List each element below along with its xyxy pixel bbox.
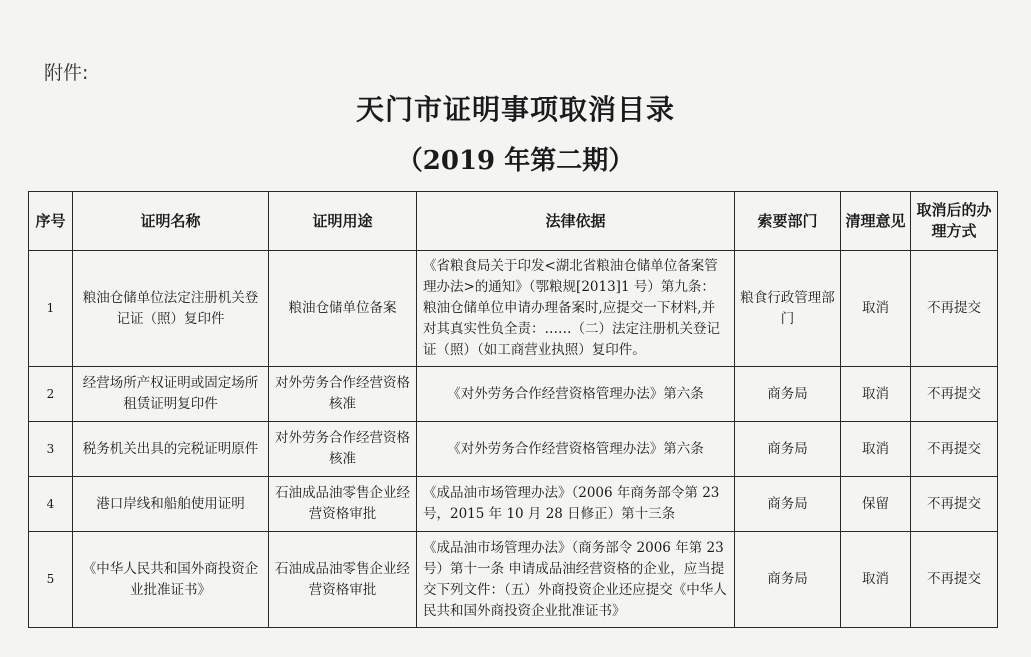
header-method: 取消后的办理方式 [911, 192, 998, 251]
cell-seq: 1 [29, 251, 73, 367]
attachment-label: 附件: [44, 62, 89, 84]
cell-name: 经营场所产权证明或固定场所租赁证明复印件 [73, 367, 269, 422]
cell-dept: 商务局 [735, 477, 841, 532]
header-opinion: 清理意见 [841, 192, 911, 251]
cell-use: 对外劳务合作经营资格核准 [269, 367, 417, 422]
header-seq: 序号 [29, 192, 73, 251]
document-title: 天门市证明事项取消目录 [355, 93, 675, 126]
cell-method: 不再提交 [911, 422, 998, 477]
cancellation-table [28, 191, 998, 628]
cell-name: 《中华人民共和国外商投资企业批准证书》 [73, 532, 269, 628]
cell-seq: 2 [29, 367, 73, 422]
header-dept: 索要部门 [735, 192, 841, 251]
cell-name: 税务机关出具的完税证明原件 [73, 422, 269, 477]
cell-seq: 5 [29, 532, 73, 628]
cell-seq: 3 [29, 422, 73, 477]
cell-basis: 《成品油市场管理办法》（商务部令 2006 年第 23 号）第十一条 申请成品油经营资格的企业，应当提交下列文件：（五）外商投资企业还应提交《中华人民共和国外商投资企业批准证书》 [417, 532, 735, 628]
cell-use: 石油成品油零售企业经营资格审批 [269, 477, 417, 532]
table-row [29, 251, 998, 367]
cell-method: 不再提交 [911, 367, 998, 422]
header-basis: 法律依据 [417, 192, 735, 251]
cell-method: 不再提交 [911, 477, 998, 532]
cell-name: 港口岸线和船舶使用证明 [73, 477, 269, 532]
cell-opinion: 保留 [841, 477, 911, 532]
cell-method: 不再提交 [911, 532, 998, 628]
cell-dept: 商务局 [735, 532, 841, 628]
cell-seq: 4 [29, 477, 73, 532]
header-use: 证明用途 [269, 192, 417, 251]
table-row [29, 477, 998, 532]
cell-use: 粮油仓储单位备案 [269, 251, 417, 367]
cell-use: 对外劳务合作经营资格核准 [269, 422, 417, 477]
cell-basis: 《成品油市场管理办法》（2006 年商务部令第 23 号，2015 年 10 月 28 日修正）第十三条 [417, 477, 735, 532]
cell-opinion: 取消 [841, 422, 911, 477]
cell-opinion: 取消 [841, 532, 911, 628]
cell-basis: 《省粮食局关于印发<湖北省粮油仓储单位备案管理办法>的通知》（鄂粮规[2013]1 号）第九条：粮油仓储单位申请办理备案时,应提交一下材料,并对其真实性负全责：……（二）法定注册机关登记证（照）（如工商营业执照）复印件。 [417, 251, 735, 367]
cell-dept: 粮食行政管理部门 [735, 251, 841, 367]
table-row [29, 422, 998, 477]
cell-opinion: 取消 [841, 367, 911, 422]
document-subtitle: （2019 年第二期） [396, 146, 635, 176]
cell-use: 石油成品油零售企业经营资格审批 [269, 532, 417, 628]
cell-basis: 《对外劳务合作经营资格管理办法》第六条 [417, 367, 735, 422]
cell-opinion: 取消 [841, 251, 911, 367]
cell-dept: 商务局 [735, 367, 841, 422]
cell-dept: 商务局 [735, 422, 841, 477]
table-row [29, 367, 998, 422]
header-name: 证明名称 [73, 192, 269, 251]
cell-basis: 《对外劳务合作经营资格管理办法》第六条 [417, 422, 735, 477]
table-row [29, 532, 998, 628]
cell-method: 不再提交 [911, 251, 998, 367]
cell-name: 粮油仓储单位法定注册机关登记证（照）复印件 [73, 251, 269, 367]
table-header-row [29, 192, 998, 251]
